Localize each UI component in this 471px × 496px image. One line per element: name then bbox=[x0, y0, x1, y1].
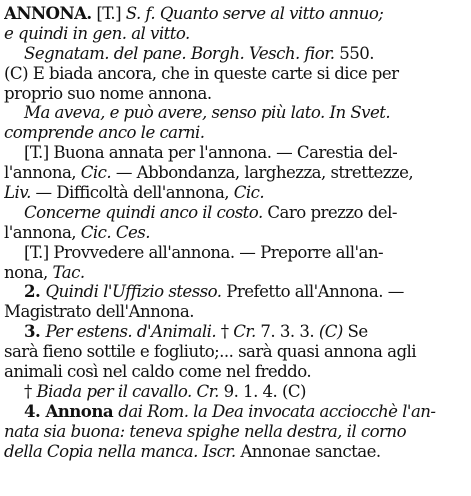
entry-text: Cic. Ces. bbox=[80, 222, 150, 242]
entry-line bbox=[4, 4, 465, 24]
entry-text: 2. bbox=[24, 282, 46, 302]
entry-text: nona, bbox=[4, 262, 53, 282]
entry-line bbox=[4, 183, 465, 203]
entry-line bbox=[4, 422, 465, 442]
entry-text: Concerne quindi anco il costo. bbox=[24, 202, 263, 222]
entry-text: 4. Annona bbox=[24, 401, 119, 421]
entry-text: Cr. bbox=[233, 322, 256, 342]
entry-line bbox=[4, 44, 465, 64]
entry-text: (C) bbox=[318, 322, 343, 342]
entry-line bbox=[4, 302, 465, 322]
entry-text: [T.] bbox=[91, 4, 126, 23]
entry-line bbox=[4, 24, 465, 44]
entry-line bbox=[4, 203, 465, 223]
entry-text: animali così nel caldo come nel freddo. bbox=[4, 362, 312, 382]
entry-text: Se bbox=[342, 322, 368, 342]
entry-line bbox=[4, 243, 465, 263]
entry-text: Magistrato dell'Annona. bbox=[4, 302, 194, 322]
entry-text: l'annona, bbox=[4, 222, 81, 242]
entry-text: — Difficoltà dell'annona, bbox=[30, 183, 234, 203]
entry-line bbox=[4, 382, 465, 402]
entry-text: Annonae sanctae. bbox=[235, 441, 381, 461]
entry-line bbox=[4, 103, 465, 123]
entry-text: Segnatam. del pane. Borgh. Vesch. fior. bbox=[24, 43, 335, 63]
entry-text: della Copia nella manca. Iscr. bbox=[4, 441, 236, 461]
entry-text: (C) E biada ancora, che in queste carte si dice per bbox=[4, 63, 399, 83]
entry-text: S. f. Quanto serve al vitto annuo; bbox=[125, 4, 384, 23]
entry-line bbox=[4, 84, 465, 104]
entry-text: proprio suo nome annona. bbox=[4, 83, 212, 103]
entry-text: — Abbondanza, larghezza, strettezze, bbox=[111, 163, 414, 183]
entry-text: Quindi l'Uffizio stesso. bbox=[45, 282, 222, 302]
entry-text: Tac. bbox=[52, 262, 85, 282]
entry-line bbox=[4, 442, 465, 462]
entry-line bbox=[4, 282, 465, 302]
entry-text: l'annona, bbox=[4, 163, 81, 183]
entry-line bbox=[4, 64, 465, 84]
entry-text: nata sia buona: teneva spighe nella destra, il corno bbox=[4, 421, 407, 441]
entry-line bbox=[4, 143, 465, 163]
entry-line bbox=[4, 362, 465, 382]
entry-text: [T.] Provvedere all'annona. — Preporre all'an- bbox=[24, 242, 384, 262]
entry-text: [T.] Buona annata per l'annona. — Carestia del- bbox=[24, 143, 398, 163]
entry-text: Cic. bbox=[233, 183, 265, 203]
entry-text: ANNONA. bbox=[4, 4, 92, 23]
entry-text: 550. bbox=[334, 43, 374, 63]
entry-line bbox=[4, 402, 465, 422]
entry-text: Liv. bbox=[4, 183, 31, 203]
entry-text: 7. 3. 3. bbox=[255, 322, 319, 342]
entry-text: e quindi in gen. al vitto. bbox=[4, 23, 190, 43]
entry-text: Per estens. d'Animali. bbox=[45, 322, 217, 342]
entry-text: comprende anco le carni. bbox=[4, 123, 205, 143]
entry-text: dai Rom. la Dea invocata acciocchè l'an- bbox=[118, 401, 436, 421]
entry-text: Prefetto all'Annona. — bbox=[221, 282, 404, 302]
entry-text: Cr. bbox=[196, 381, 219, 401]
entry-line bbox=[4, 342, 465, 362]
entry-text: Ma aveva, e può avere, senso più lato. In Svet. bbox=[24, 103, 391, 123]
entry-text: † bbox=[216, 322, 234, 342]
entry-line bbox=[4, 322, 465, 342]
entry-text: 3. bbox=[24, 322, 46, 342]
entry-text: Caro prezzo del- bbox=[262, 202, 397, 222]
entry-line bbox=[4, 263, 465, 283]
entry-line bbox=[4, 123, 465, 143]
entry-text: † bbox=[24, 381, 37, 401]
entry-text: sarà fieno sottile e fogliuto;... sarà quasi annona agli bbox=[4, 342, 417, 362]
entry-text: Biada per il cavallo. bbox=[36, 381, 192, 401]
entry-text: Cic. bbox=[80, 163, 112, 183]
entry-line bbox=[4, 163, 465, 183]
entry-line bbox=[4, 223, 465, 243]
entry-text: 9. 1. 4. (C) bbox=[218, 381, 306, 401]
